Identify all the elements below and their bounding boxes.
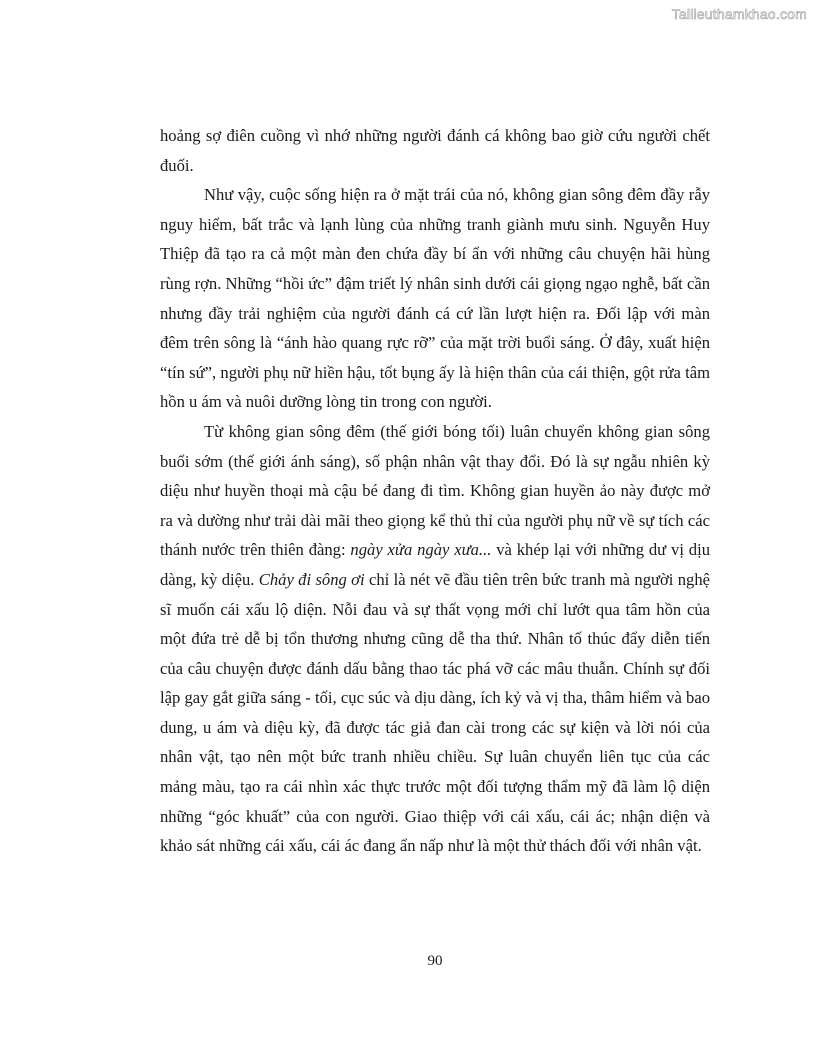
page-number: 90 <box>427 953 443 969</box>
watermark: Tailieuthamkhao.com <box>671 6 807 22</box>
paragraph-2: Như vậy, cuộc sống hiện ra ở mặt trái của nó, không gian sông đêm đầy rẫy nguy hiểm, bất trắc và lạnh lùng của những tranh giành mưu sinh. Nguyễn Huy Thiệp đã tạo ra cả một màn đen chứa đầy bí ẩn với những câu chuyện hãi hùng rùng rợn. Những “hồi ức” đậm triết lý nhân sinh dưới cái giọng ngạo nghễ, bất cần nhưng đầy trải nghiệm của người đánh cá cứ lần lượt hiện ra. Đối lập với màn đêm trên sông là “ánh hào quang rực rỡ” của mặt trời buổi sáng. Ở đây, xuất hiện “tín sứ”, người phụ nữ hiền hậu, tốt bụng ấy là hiện thân của cái thiện, gột rửa tâm hồn u ám và nuôi dưỡng lòng tin trong con người. <box>160 185 710 412</box>
page-body <box>160 121 710 861</box>
paragraph-3 <box>160 417 710 861</box>
paragraph-3-italic-2: Chảy đi sông ơi <box>258 569 365 589</box>
paragraph-3-italic-1: ngày xửa ngày xưa... <box>350 540 492 560</box>
paragraph-1: hoảng sợ điên cuồng vì nhớ những người đánh cá không bao giờ cứu người chết đuối. <box>160 126 710 175</box>
paragraph-3-text-2: và khép lại với những dư vị dịu dàng, kỳ diệu. <box>160 540 710 589</box>
paragraph-3-text-3: chỉ là nét vẽ đầu tiên trên bức tranh mà người nghệ sĩ muốn cái xấu lộ diện. Nỗi đau và sự thất vọng mới chỉ lướt qua tâm hồn của một đứa trẻ dễ bị tổn thương nhưng cũng dễ tha thứ. Nhân tố thúc đẩy diễn tiến của câu chuyện được đánh dấu bằng thao tác phá vỡ các mâu thuẫn. Chính sự đối lập gay gắt giữa sáng - tối, cục súc và dịu dàng, ích kỷ và vị tha, thâm hiểm và bao dung, u ám và diệu kỳ, đã được tác giả đan cài trong các sự kiện và lời nói của nhân vật, tạo nên một bức tranh nhiều chiều. Sự luân chuyển liên tục của các mảng màu, tạo ra cái nhìn xác thực trước một đối tượng thẩm mỹ đã làm lộ diện những “góc khuất” của con người. Giao thiệp với cái xấu, cái ác; nhận diện và khảo sát những cái xấu, cái ác đang ẩn nấp như là một thử thách đối với nhân vật. <box>160 569 710 856</box>
paragraph-3-text-1: Từ không gian sông đêm (thế giới bóng tối) luân chuyển không gian sông buổi sớm (thế giới ánh sáng), số phận nhân vật thay đổi. Đó là sự ngẫu nhiên kỳ diệu như huyền thoại mà cậu bé đang đi tìm. Không gian huyền ảo này được mở ra và dường như trải dài mãi theo giọng kể thủ thỉ của người phụ nữ về sự tích các thánh nước trên thiên đàng: <box>160 421 710 560</box>
